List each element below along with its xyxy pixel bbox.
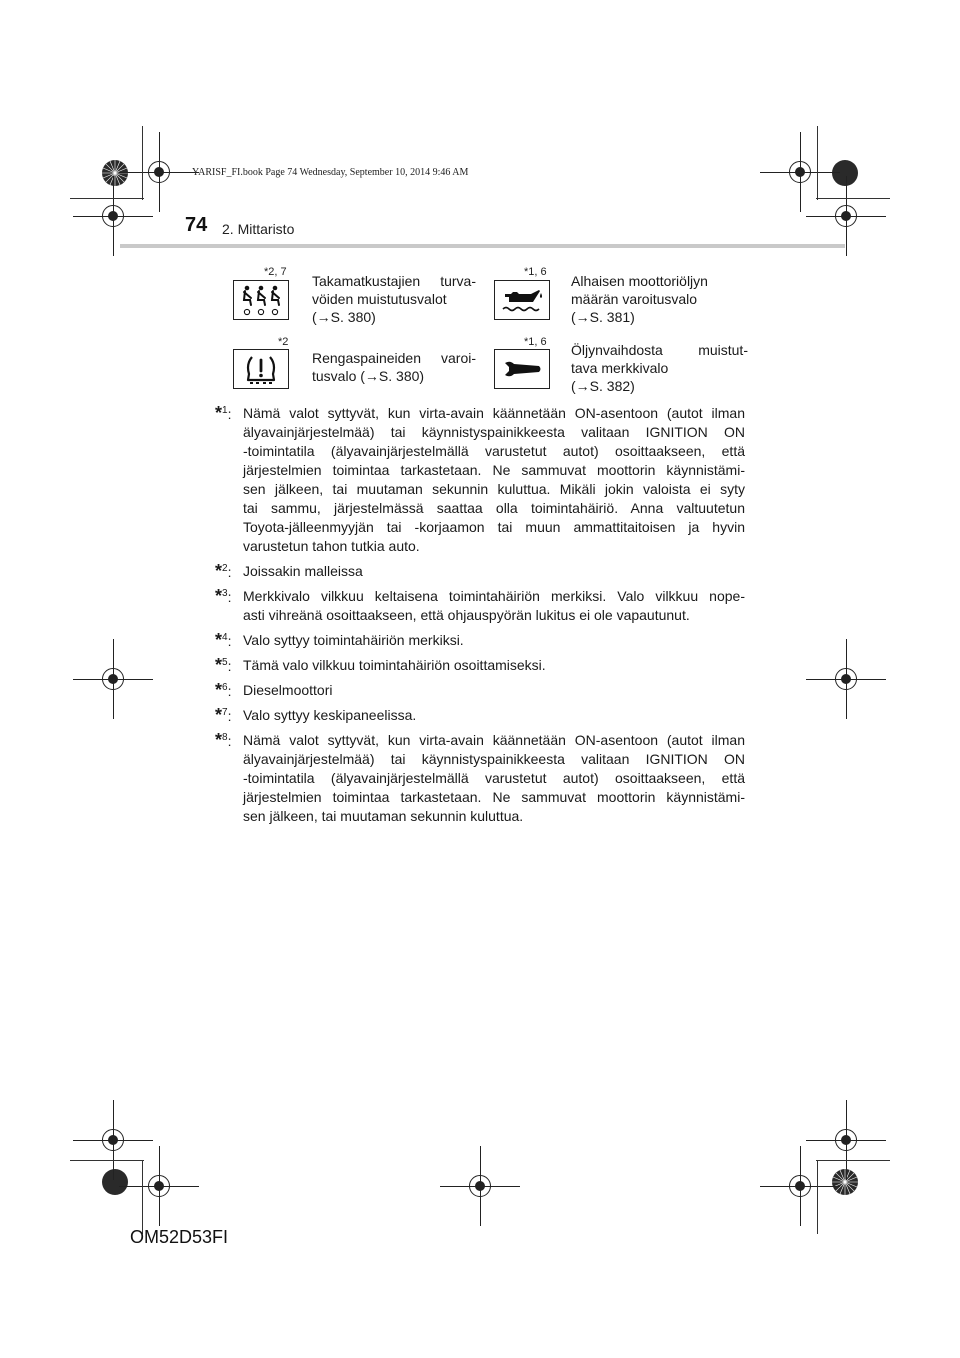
indicator-description <box>312 272 476 326</box>
section-title: 2. Mittaristo <box>222 221 295 237</box>
footnote-line: sen jälkeen, tai muutaman sekunnin kuluttua. <box>243 808 524 824</box>
footnote-marker: *$^4$: <box>215 630 232 650</box>
footnote-number: 7 <box>222 707 228 718</box>
description-line: Takamatkustajien turva- <box>312 273 476 289</box>
star-glyph: * <box>524 336 529 348</box>
footnote <box>215 656 745 675</box>
icon-footnote-ref <box>524 266 547 278</box>
footnote-marker: *$^7$: <box>215 705 232 725</box>
footnote-marker: *$^2$: <box>215 561 232 581</box>
description-line: (→S. 381) <box>571 309 635 325</box>
icon-note-numbers: 2 <box>282 336 289 348</box>
footnote-line: älyavainjärjestelmää) tai käynnistyspainikkeesta valitaan IGNITION ON <box>243 424 745 440</box>
icon-note-numbers: 1, 6 <box>528 266 547 278</box>
indicator-description <box>571 272 751 326</box>
star-glyph: * <box>264 266 269 278</box>
oil-can-icon <box>495 281 549 319</box>
footnote <box>215 706 745 725</box>
trim-line <box>70 198 144 199</box>
header-rule <box>120 244 845 248</box>
footnote-line: sen jälkeen, tai muutaman sekunnin kuluttua. Mikäli jokin valoista ei syty <box>243 481 745 497</box>
registration-sunburst-icon <box>101 1168 129 1196</box>
footnote-number: 2 <box>222 563 228 574</box>
star-glyph: * <box>524 266 529 278</box>
footnote-number: 8 <box>222 732 228 743</box>
trim-line <box>816 1160 890 1161</box>
description-line: Öljynvaihdosta muistut- <box>571 342 748 358</box>
footnote-marker: *$^5$: <box>215 655 232 675</box>
registration-sunburst-icon <box>101 159 129 187</box>
icon-footnote-ref <box>278 336 288 348</box>
trim-line <box>70 1160 144 1161</box>
icon-footnote-ref <box>264 266 287 278</box>
footnotes <box>215 404 745 832</box>
footnote-line: Dieselmoottori <box>243 682 333 698</box>
footnote <box>215 631 745 650</box>
footnote-number: 5 <box>222 657 228 668</box>
description-line: Alhaisen moottoriöljyn <box>571 273 708 289</box>
footnote <box>215 562 745 581</box>
icon-note-numbers: 2, 7 <box>268 266 287 278</box>
footnote-marker: *$^6$: <box>215 680 232 700</box>
footnote-line: asti vihreänä osoittaakseen, että ohjauspyörän lukitus ei ole vapautunut. <box>243 607 690 623</box>
indicator-description <box>571 341 748 395</box>
footnote-line: Valo syttyy toimintahäiriön merkiksi. <box>243 632 464 648</box>
star-glyph: * <box>215 680 223 700</box>
icon-box <box>233 280 289 320</box>
footnote <box>215 681 745 700</box>
footnote <box>215 587 745 625</box>
trim-line <box>142 1160 143 1234</box>
footnote-number: 1 <box>222 405 228 416</box>
footnote-line: Nämä valot syttyvät, kun virta-avain käännetään ON-asentoon (autot ilman <box>243 405 745 421</box>
document-code: OM52D53FI <box>130 1227 229 1247</box>
footnote-line: Joissakin malleissa <box>243 563 363 579</box>
footnote <box>215 731 745 826</box>
footnote-line: Toyota-jälleenmyyjän tai -korjaamon tai muun ammattitaitoisen ja hyvin <box>243 519 745 535</box>
footnote-line: älyavainjärjestelmää) tai käynnistyspainikkeesta valitaan IGNITION ON <box>243 751 745 767</box>
footnote-line: -toimintatila (älyavainjärjestelmällä varustetut autot) osoittaakseen, että <box>243 770 745 786</box>
footnote-number: 3 <box>222 588 228 599</box>
icon-box <box>494 349 550 389</box>
footnote-marker: *$^8$: <box>215 730 232 750</box>
trim-line <box>142 126 143 200</box>
icon-footnote-ref <box>524 336 547 348</box>
footnote-number: 6 <box>222 682 228 693</box>
trim-line <box>817 1160 818 1234</box>
footnote-line: Merkkivalo vilkkuu keltaisena toimintahäiriön merkiksi. Valo vilkkuu nope- <box>243 588 745 604</box>
tire-pressure-icon <box>234 350 288 388</box>
description-line: tava merkkivalo <box>571 360 669 376</box>
description-line: määrän varoitusvalo <box>571 291 698 307</box>
trim-line <box>816 198 890 199</box>
star-glyph: * <box>215 705 223 725</box>
footnote <box>215 404 745 556</box>
description-line: tusvalo (→S. 380) <box>312 368 425 384</box>
description-line: Rengaspaineiden varoi- <box>312 350 476 366</box>
description-line: (→S. 380) <box>312 309 376 325</box>
trim-line <box>817 126 818 200</box>
icon-box <box>233 349 289 389</box>
star-glyph: * <box>215 586 223 606</box>
wrench-icon <box>495 350 549 388</box>
description-line: (→S. 382) <box>571 378 635 394</box>
footnote-line: järjestelmien toimintaa tarkastetaan. Ne sammuvat moottorin käynnistämi- <box>243 462 745 478</box>
icon-box <box>494 280 550 320</box>
footnote-marker: *$^1$: <box>215 403 232 423</box>
star-glyph: * <box>215 630 223 650</box>
page-number: 74 <box>185 214 208 236</box>
footnote-line: järjestelmien toimintaa tarkastetaan. Ne sammuvat moottorin käynnistämi- <box>243 789 745 805</box>
footnote-line: Valo syttyy keskipaneelissa. <box>243 707 417 723</box>
star-glyph: * <box>215 561 223 581</box>
description-line: vöiden muistutusvalot <box>312 291 447 307</box>
book-info-line: YARISF_FI.book Page 74 Wednesday, September 10, 2014 9:46 AM <box>192 167 469 178</box>
footnote-marker: *$^3$: <box>215 586 232 606</box>
footnote-line: -toimintatila (älyavainjärjestelmällä varustetut autot) osoittaakseen, että <box>243 443 745 459</box>
footnote-line: Tämä valo vilkkuu toimintahäiriön osoittamiseksi. <box>243 657 546 673</box>
icon-note-numbers: 1, 6 <box>528 336 547 348</box>
footnote-line: Nämä valot syttyvät, kun virta-avain käännetään ON-asentoon (autot ilman <box>243 732 745 748</box>
footnote-line: varustetun tahon tutkia auto. <box>243 538 420 554</box>
star-glyph: * <box>278 336 283 348</box>
seatbelt-reminder-icon <box>234 281 288 319</box>
indicator-description <box>312 349 476 385</box>
footnote-line: tai sammu, järjestelmässä saattaa olla toimintahäiriö. Anna valtuutetun <box>243 500 745 516</box>
star-glyph: * <box>215 403 223 423</box>
star-glyph: * <box>215 730 223 750</box>
star-glyph: * <box>215 655 223 675</box>
footnote-number: 4 <box>222 632 228 643</box>
